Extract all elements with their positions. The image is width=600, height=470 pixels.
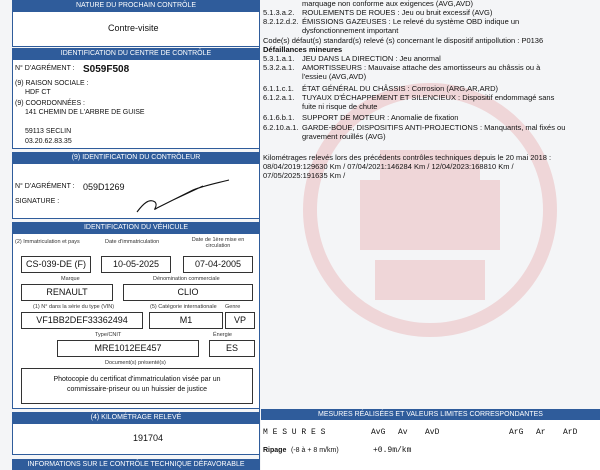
- minor-text-1: AMORTISSEURS : Mauvaise attache des amortisseurs au châssis ou à: [302, 63, 541, 72]
- centre-company-value: HDF CT: [25, 89, 51, 96]
- minor-code-4: 6.1.2.a.1.: [263, 93, 295, 102]
- minor-text-2: l'essieu (AVG,AVD): [302, 72, 367, 81]
- genre-label: Genre: [225, 304, 241, 310]
- vin-value: VF1BB2DEF33362494: [21, 312, 143, 329]
- model-value: CLIO: [123, 284, 253, 301]
- minor-code-6: 6.1.6.b.1.: [263, 113, 295, 122]
- centre-agreement-value: S059F508: [83, 64, 130, 75]
- mileage-header: (4) KILOMÉTRAGE RELEVÉ: [12, 412, 260, 423]
- minor-text-6: SUPPORT DE MOTEUR : Anomalie de fixation: [302, 113, 459, 122]
- model-label: Dénomination commerciale: [153, 276, 220, 282]
- minor-text-5: fuite ni risque de chute: [302, 102, 378, 111]
- first-date-value: 07-04-2005: [183, 256, 253, 273]
- measures-col-4: Ar: [536, 428, 546, 437]
- docs-line-2: commissaire-priseur ou un huissier de justice: [66, 386, 208, 393]
- measures-col-3: ArG: [509, 428, 524, 437]
- pollution-codes: Code(s) défaut(s) standard(s) relevé (s) concernant le dispositif antipollution : P0136: [263, 36, 544, 45]
- vehicle-header: IDENTIFICATION DU VÉHICULE: [12, 222, 260, 233]
- mileage-value: 191704: [133, 433, 164, 443]
- defect-top-line: marquage non conforme aux exigences (AVG,AVD): [302, 0, 474, 8]
- category-label: (5) Catégorie internationale: [150, 304, 217, 310]
- controller-agreement-value: 059D1269: [83, 182, 125, 192]
- measures-col-1: Av: [398, 428, 408, 437]
- centre-coords-label: (9) COORDONNÉES :: [15, 100, 86, 107]
- measures-col-5: ArD: [563, 428, 578, 437]
- measures-header: MESURES RÉALISÉES ET VALEURS LIMITES CORRESPONDANTES: [261, 409, 600, 420]
- make-value: RENAULT: [21, 284, 113, 301]
- controller-signature: [133, 178, 233, 216]
- measures-label: M E S U R E S: [263, 428, 326, 437]
- measures-box: [261, 420, 600, 470]
- controller-signature-label: SIGNATURE :: [15, 198, 60, 205]
- minor-text-3: ÉTAT GÉNÉRAL DU CHÂSSIS : Corrosion (ARG,AR,ARD): [302, 84, 499, 93]
- minor-text-8: gravement rouillés (AVG): [302, 132, 386, 141]
- reg-label: (2) Immatriculation et pays: [15, 239, 80, 245]
- ripage-value: +0.9m/km: [373, 446, 412, 455]
- minor-code-0: 5.3.1.a.1.: [263, 54, 295, 63]
- defect-text-2: dysfonctionnement important: [302, 26, 399, 35]
- centre-header: IDENTIFICATION DU CENTRE DE CONTRÔLE: [12, 48, 260, 59]
- next-visit-value: Contre-visite: [108, 23, 159, 33]
- defect-text-1: ÉMISSIONS GAZEUSES : Le relevé du système OBD indique un: [302, 17, 520, 26]
- energy-value: ES: [209, 340, 255, 357]
- measures-col-0: AvG: [371, 428, 386, 437]
- category-value: M1: [149, 312, 223, 329]
- docs-line-1: Photocopie du certificat d'immatriculation visée par un: [53, 376, 221, 383]
- centre-city: 59113 SECLIN: [25, 128, 72, 135]
- ripage-label: Ripage: [263, 447, 287, 454]
- reg-date-label: Date d'immatriculation: [105, 239, 160, 245]
- make-label: Marque: [61, 276, 80, 282]
- vin-label: (1) N° dans la série du type (VIN): [33, 304, 115, 310]
- km-history-0: Kilométrages relevés lors des précédents contrôles techniques depuis le 20 mai 2018 :: [263, 153, 552, 162]
- minor-text-4: TUYAUX D'ÉCHAPPEMENT ET SILENCIEUX : Dispositif endommagé sans: [302, 93, 555, 102]
- mileage-box: [12, 423, 260, 455]
- reg-date-value: 10-05-2025: [101, 256, 171, 273]
- next-visit-box: [12, 11, 260, 47]
- centre-company-label: (9) RAISON SOCIALE :: [15, 80, 89, 87]
- docs-box: [21, 368, 253, 404]
- controller-agreement-label: N° D'AGRÉMENT :: [15, 183, 75, 190]
- controller-box: [12, 163, 260, 219]
- minor-text-0: JEU DANS LA DIRECTION : Jeu anormal: [302, 54, 441, 63]
- defect-code-0: 5.1.3.a.2.: [263, 8, 295, 17]
- centre-agreement-label: N° D'AGRÉMENT :: [15, 65, 75, 72]
- docs-label: Document(s) présenté(s): [105, 360, 166, 366]
- column-divider: [259, 0, 260, 470]
- defect-info-header: INFORMATIONS SUR LE CONTRÔLE TECHNIQUE DÉFAVORABLE: [12, 459, 260, 470]
- minor-code-1: 5.3.2.a.1.: [263, 63, 295, 72]
- defect-code-1: 8.2.12.d.2.: [263, 17, 299, 26]
- first-date-label: Date de 1ère mise en circulation: [191, 237, 245, 249]
- energy-label: Énergie: [213, 332, 232, 338]
- type-value: MRE1012EE457: [57, 340, 199, 357]
- defect-text-0: ROULEMENTS DE ROUES : Jeu ou bruit excessif (AVG): [302, 8, 493, 17]
- minor-header: Défaillances mineures: [263, 45, 343, 54]
- controller-header: (9) IDENTIFICATION DU CONTRÔLEUR: [12, 152, 260, 163]
- type-label: Type/CNIT: [95, 332, 122, 338]
- genre-value: VP: [225, 312, 255, 329]
- measures-col-2: AvD: [425, 428, 440, 437]
- centre-box: [12, 59, 260, 149]
- km-history-1: 08/04/2019:129630 Km / 07/04/2021:146284 Km / 12/04/2023:168810 Km /: [263, 162, 514, 171]
- vehicle-box: [12, 233, 260, 409]
- ripage-unit: (-8 à + 8 m/km): [291, 447, 339, 454]
- centre-address: 141 CHEMIN DE L'ARBRE DE GUISE: [25, 109, 145, 116]
- minor-code-3: 6.1.1.c.1.: [263, 84, 294, 93]
- minor-code-7: 6.2.10.a.1.: [263, 123, 299, 132]
- next-visit-header: NATURE DU PROCHAIN CONTRÔLE: [12, 0, 260, 11]
- reg-value: CS-039-DE (F): [21, 256, 91, 273]
- minor-text-7: GARDE-BOUE, DISPOSITIFS ANTI-PROJECTIONS : Manquants, mal fixés ou: [302, 123, 566, 132]
- km-history-2: 07/05/2025:191635 Km /: [263, 171, 346, 180]
- centre-phone: 03.20.62.83.35: [25, 138, 72, 145]
